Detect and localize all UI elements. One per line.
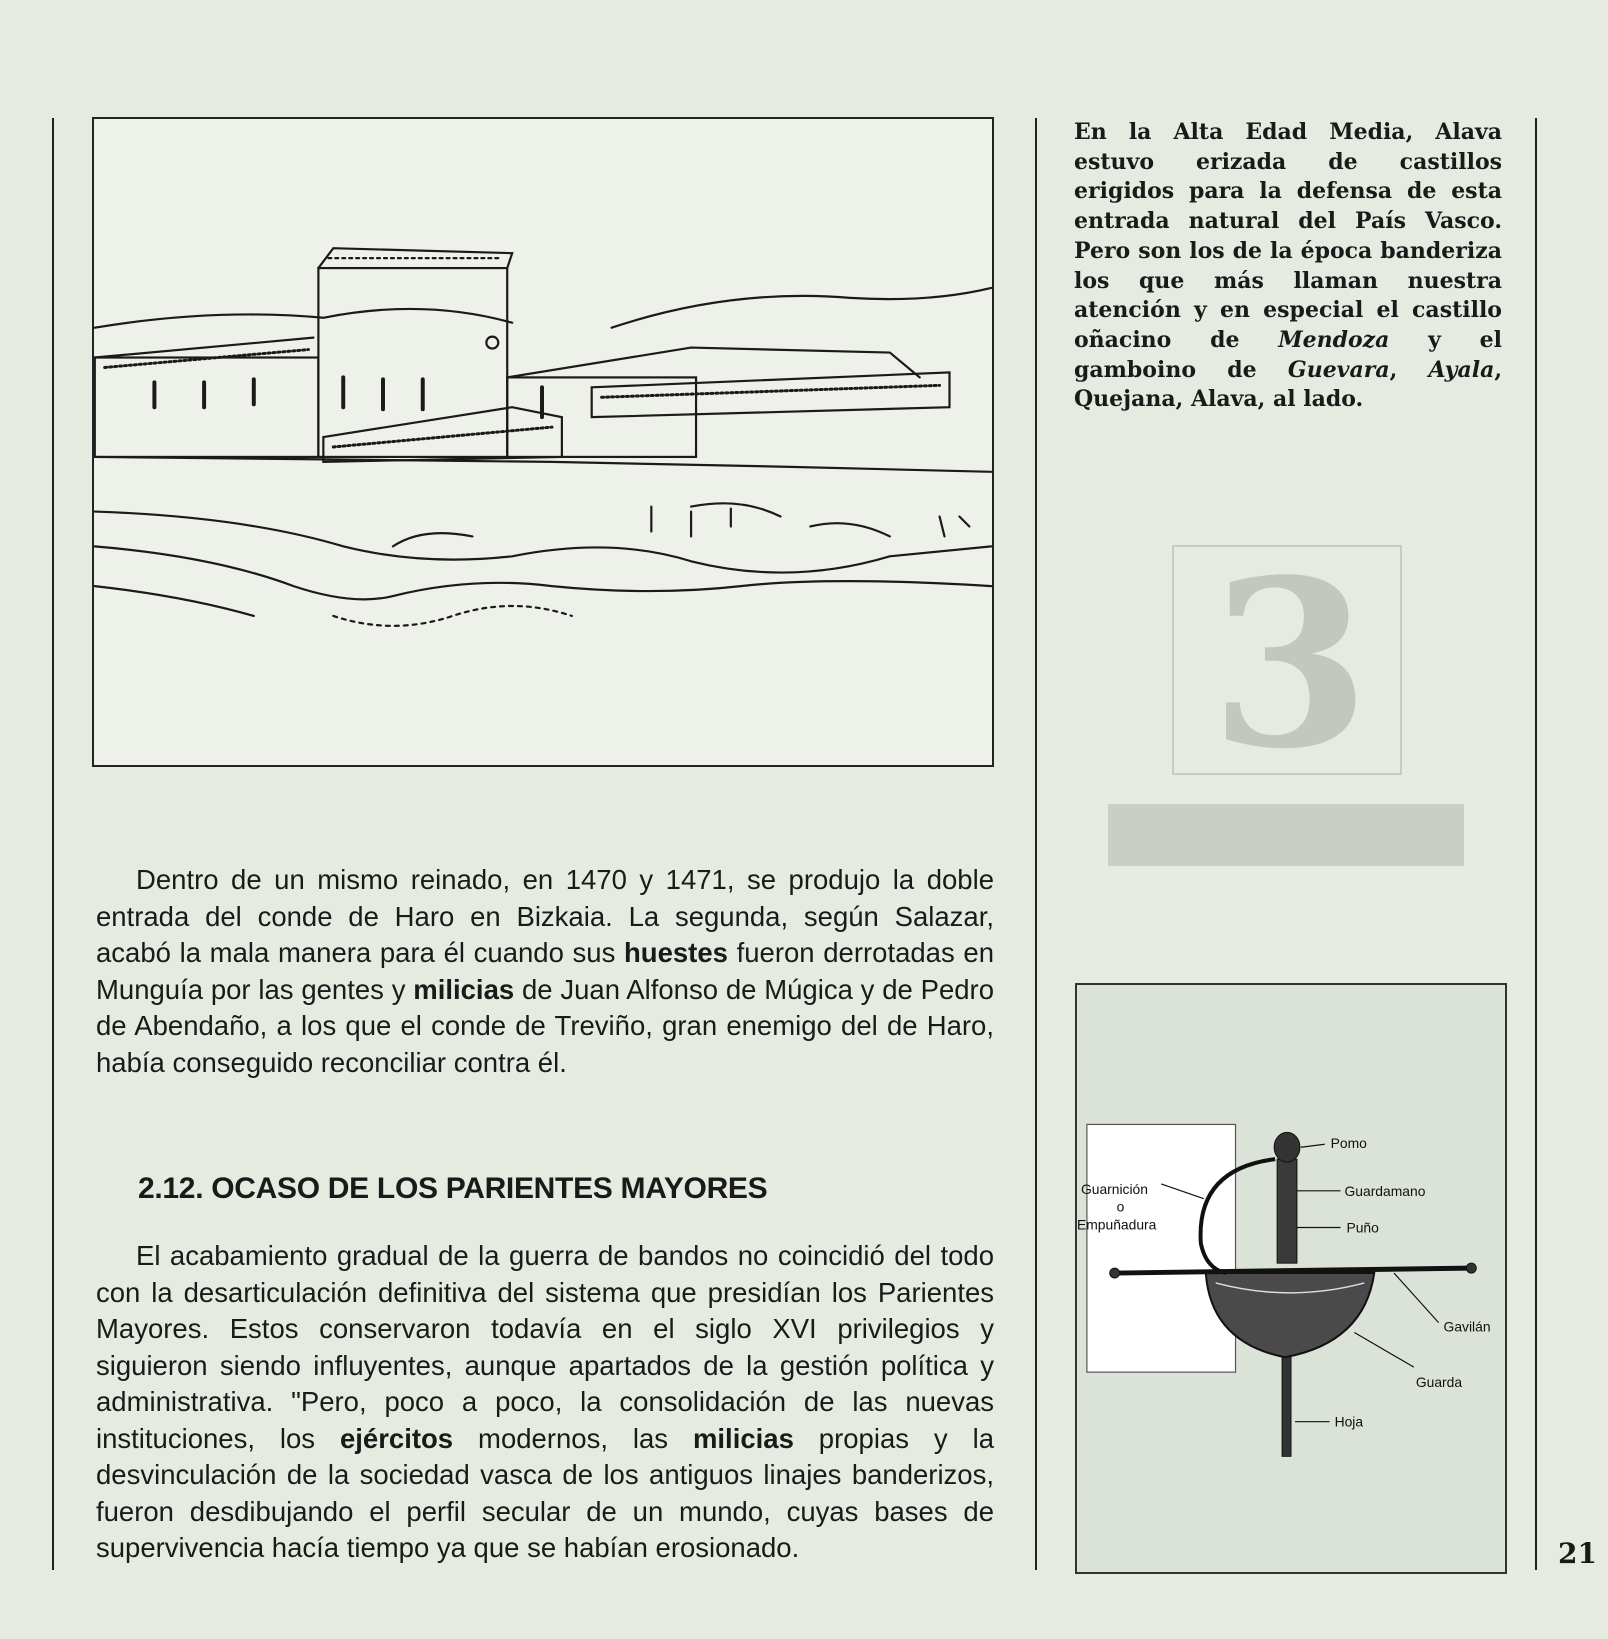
hill-left-line bbox=[95, 309, 512, 328]
right-column-rule bbox=[1535, 118, 1537, 1570]
paragraph-2-segment: propias y la desvinculación de la sociedad vasca de los antiguos linajes banderizos, fueron desdibujando el perfil secular de un mundo, cuyas bases de supervivencia hacía tiempo ya que se habían erosionado. bbox=[96, 1422, 994, 1563]
caption-segment: En la Alta Edad Media, Alava estuvo erizada de castillos erigidos para la defensa de esta entrada natural del País Vasco. Pero son los de la época banderiza los que más llaman nuestra atención y en especial el castillo oñacino de bbox=[1074, 119, 1502, 353]
paragraph-1-bold-term: milicias bbox=[413, 973, 515, 1005]
sword-blade bbox=[1282, 1347, 1291, 1456]
caption-italic-name: Guevara bbox=[1287, 356, 1390, 383]
column-divider-rule bbox=[1035, 118, 1037, 1570]
sword-pommel bbox=[1274, 1132, 1300, 1162]
caption-segment: , bbox=[1389, 356, 1429, 383]
caption-segment: , Quejana, Alava, al lado. bbox=[1074, 356, 1502, 413]
paragraph-2-bold-term: milicias bbox=[692, 1422, 794, 1454]
sword-label-empunadura: Empuñadura bbox=[1077, 1216, 1157, 1233]
sword-grip bbox=[1277, 1159, 1297, 1263]
keep-tower bbox=[318, 268, 507, 457]
paragraph-1-segment: de Juan Alfonso de Múgica y de Pedro de Abendaño, a los que el conde de Treviño, gran enemigo del de Haro, había conseguido reconciliar contra él. bbox=[96, 973, 994, 1078]
sword-label-pomo: Pomo bbox=[1330, 1135, 1367, 1152]
left-margin-rule bbox=[52, 118, 54, 1570]
right-roof bbox=[507, 348, 919, 378]
background-emblem-band bbox=[1108, 804, 1464, 866]
paragraph-1-bold-term: huestes bbox=[624, 937, 728, 968]
left-wing bbox=[95, 358, 319, 457]
paragraph-1-segment: Dentro de un mismo reinado, en 1470 y 1471, se produjo la doble entrada del conde de Haro en Bizkaia. La segunda, según Salazar, acabó la mala manera para él cuando sus bbox=[96, 864, 994, 968]
rock-line bbox=[95, 512, 991, 573]
paragraph-2-segment: El acabamiento gradual de la guerra de bandos no coincidió del todo con la desarticulación definitiva del sistema que presidían los Parientes Mayores. Estos conservaron todavía en el siglo XVI privilegios y siguieron siendo influyentes, aunque apartados de la gestión política y administrativa. "Pero, poco a poco, la consolidación de las nuevas instituciones, los bbox=[96, 1240, 994, 1454]
castle-sketch-drawing bbox=[94, 119, 992, 765]
illustration-caption bbox=[1074, 118, 1502, 415]
sword-diagram bbox=[1075, 983, 1507, 1574]
page-number: 21 bbox=[1558, 1537, 1597, 1570]
sword-label-puno: Puño bbox=[1346, 1219, 1379, 1236]
lower-roof bbox=[323, 407, 562, 462]
caption-italic-name: Mendoza bbox=[1278, 326, 1390, 353]
sword-label-hoja: Hoja bbox=[1334, 1413, 1364, 1430]
section-heading: 2.12. OCASO DE LOS PARIENTES MAYORES bbox=[138, 1172, 768, 1205]
sword-label-o: o bbox=[1116, 1198, 1125, 1215]
caption-italic-name: Ayala bbox=[1428, 356, 1495, 383]
body-paragraph-1 bbox=[96, 862, 994, 1081]
paragraph-2-segment: modernos, las bbox=[453, 1422, 693, 1454]
paragraph-2-bold-term: ejércitos bbox=[339, 1422, 454, 1454]
sword-label-guarnicion: Guarnición bbox=[1080, 1180, 1148, 1197]
castle-illustration bbox=[92, 117, 994, 767]
sword-diagram-drawing bbox=[1077, 985, 1505, 1572]
caption-segment: y el gamboino de bbox=[1074, 326, 1502, 383]
body-paragraph-2 bbox=[96, 1238, 994, 1567]
background-emblem-digit: 3 bbox=[1210, 530, 1371, 800]
sword-label-guardamano: Guardamano bbox=[1344, 1182, 1426, 1199]
paragraph-1-segment: fueron derrotadas en Munguía por las gentes y bbox=[96, 937, 994, 1005]
sword-label-guarda: Guarda bbox=[1415, 1373, 1463, 1390]
hill-right-line bbox=[612, 288, 992, 328]
sword-label-gavilan: Gavilán bbox=[1443, 1318, 1491, 1335]
sword-inset-panel bbox=[1087, 1124, 1236, 1372]
